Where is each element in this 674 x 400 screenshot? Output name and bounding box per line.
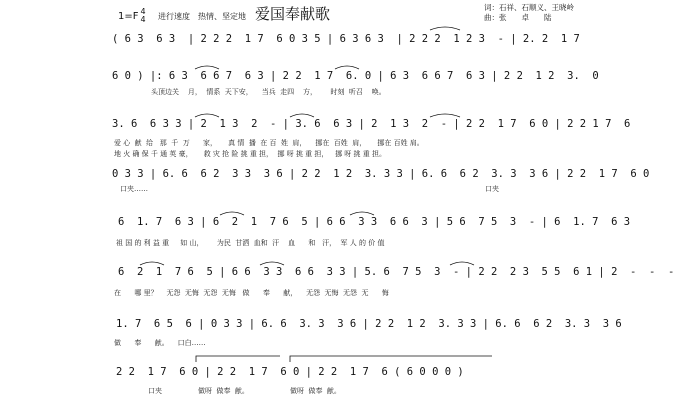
lyrics-line: 做呀 做奉 献。 bbox=[290, 387, 341, 395]
spoken-cue: 口夹…… bbox=[120, 185, 148, 193]
slur-mark bbox=[260, 262, 284, 265]
lyrics-line: 头顶边关 月， 情系 天下安， 当兵 走四 方， 时刻 听召 唤。 bbox=[151, 88, 386, 96]
slur-mark bbox=[350, 212, 374, 215]
tempo-marking: 进行速度 热情、坚定地 bbox=[158, 12, 246, 21]
lyrics-line: 爱 心 献 给 那 千 万 家， 真 情 播 在 百 姓 肩， 挪在 百姓 肩， 挪在 百姓 肩。 bbox=[114, 139, 424, 147]
notation-line: ( 6 3 6 3 | 2 2 2 1 7 6 0 3 5 | 6 3 6 3 | 2 2 2 1 2 3 - | 2. 2 1 7 bbox=[112, 33, 580, 45]
time-signature: 4 4 bbox=[140, 7, 146, 24]
slur-mark bbox=[335, 66, 359, 69]
lyrics-line: 地 火 确 保 千 通 英 豪， 救 灾 抢 险 挑 重 担， 挪 呀 挑 重 担， 挪 呀 挑 重 担。 bbox=[114, 150, 386, 158]
spoken-cue: 口夹 bbox=[485, 185, 499, 193]
slur-mark bbox=[140, 262, 164, 265]
slur-mark bbox=[290, 114, 314, 117]
notation-line: 3. 6 6 3 3 | 2 1 3 2 - | 3. 6 6 3 | 2 1 3 2 - | 2 2 1 7 6 0 | 2 2 1 7 6 bbox=[112, 118, 631, 130]
lyrics-line: 做 奉 献。 口白…… bbox=[114, 339, 206, 347]
lyrics-line: 祖 国 的 利 益 重 如 山， 为民 甘洒 血和 汗 血 和 汗， 军 人 的 价 值 bbox=[116, 239, 385, 247]
slur-mark bbox=[195, 114, 219, 117]
notation-line: 1. 7 6 5 6 | 0 3 3 | 6. 6 3. 3 3 6 | 2 2 1 2 3. 3 3 | 6. 6 6 2 3. 3 3 6 bbox=[116, 318, 622, 330]
notation-line: 6 1. 7 6 3 | 6 2 1 7 6 5 | 6 6 3 3 6 6 3 | 5 6 7 5 3 - | 6 1. 7 6 3 bbox=[118, 216, 631, 228]
slur-mark bbox=[450, 262, 474, 265]
key-signature: 1=F 4 4 bbox=[118, 7, 146, 24]
notation-line: 0 3 3 | 6. 6 6 2 3 3 3 6 | 2 2 1 2 3. 3 3 | 6. 6 6 2 3. 3 3 6 | 2 2 1 7 6 0 bbox=[112, 168, 650, 180]
notation-line: 2 2 1 7 6 0 | 2 2 1 7 6 0 | 2 2 1 7 6 ( 6 0 0 0 ) bbox=[116, 366, 464, 378]
song-title: 爱国奉献歌 bbox=[255, 5, 331, 23]
volta-bracket bbox=[290, 356, 492, 362]
notation-line: 6 2 1 7 6 5 | 6 6 3 3 6 6 3 3 | 5. 6 7 5 3 - | 2 2 2 3 5 5 6 1 | 2 - - - bbox=[118, 266, 674, 278]
slur-mark bbox=[195, 66, 219, 69]
slur-mark bbox=[430, 27, 460, 30]
slur-mark bbox=[430, 114, 460, 117]
notation-line: 6 0 ) |: 6 3 6 6 7 6 3 | 2 2 1 7 6. 0 | 6 3 6 6 7 6 3 | 2 2 1 2 3. 0 bbox=[112, 70, 599, 82]
slur-mark bbox=[220, 212, 244, 215]
composer-credit: 曲：张 卓 陆 bbox=[484, 13, 552, 22]
lyricist-credit: 词：石祥、石顺义、王晓岭 bbox=[484, 3, 574, 12]
lyrics-line: 在 哪 里？ 无怨 无悔 无怨 无悔 做 奉 献， 无怨 无悔 无怨 无 悔 bbox=[114, 289, 389, 297]
spoken-cue: 口夹 bbox=[148, 387, 162, 395]
volta-bracket bbox=[196, 356, 280, 362]
lyrics-line: 做呀 做奉 献。 bbox=[198, 387, 249, 395]
